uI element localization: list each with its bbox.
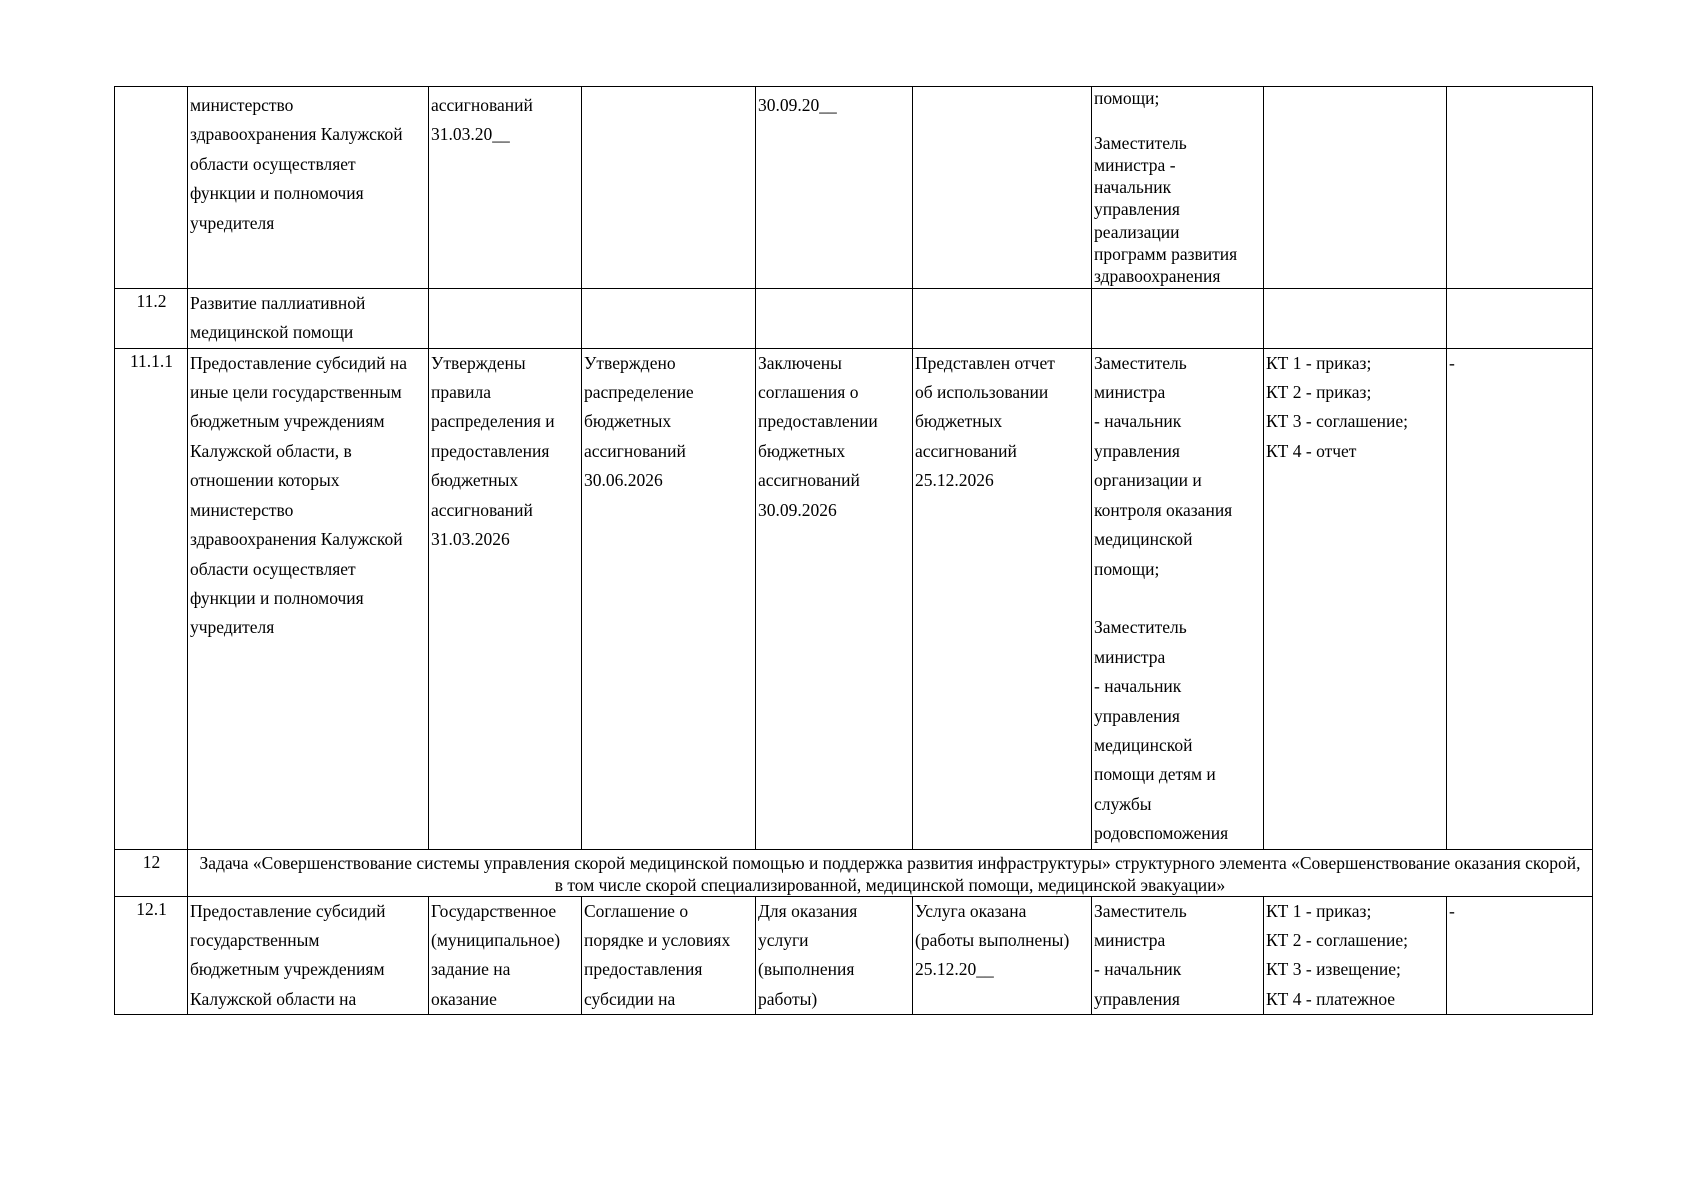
- cell-kt1: ассигнований 31.03.20__: [429, 87, 582, 289]
- cell-num: 11.2: [115, 288, 188, 348]
- cell-empty: [1447, 288, 1593, 348]
- cell-empty: [582, 288, 756, 348]
- cell-kt2: Соглашение о порядке и условиях предоставления субсидии на: [582, 896, 756, 1015]
- cell-kt1: Государственное (муниципальное) задание на оказание: [429, 896, 582, 1015]
- table-row-12-task: [115, 849, 1593, 896]
- cell-responsible: помощи; Заместитель министра - начальник управления реализации программ развития здравоохранения: [1092, 87, 1264, 289]
- table-row-continued: [115, 87, 1593, 289]
- cell-kt3: Для оказания услуги (выполнения работы): [756, 896, 913, 1015]
- cell-kt3: 30.09.20__: [756, 87, 913, 289]
- cell-empty: [429, 288, 582, 348]
- task-heading: Задача «Совершенствование системы управления скорой медицинской помощью и поддержка развития инфраструктуры» структурного элемента «Совершенствование оказания скорой, в том числе скорой специализированной, медицинской помощи, медицинской эвакуации»: [188, 849, 1593, 896]
- table-row-12-1: [115, 896, 1593, 1015]
- cell-num: [115, 87, 188, 289]
- cell-empty: [913, 288, 1092, 348]
- cell-docs: КТ 1 - приказ; КТ 2 - приказ; КТ 3 - соглашение; КТ 4 - отчет: [1264, 348, 1447, 849]
- cell-responsible: Заместитель министра - начальник управления: [1092, 896, 1264, 1015]
- table-row-11-1-1: [115, 348, 1593, 849]
- cell-name: Развитие паллиативной медицинской помощи: [188, 288, 429, 348]
- cell-is: [1447, 87, 1593, 289]
- cell-is: -: [1447, 348, 1593, 849]
- cell-kt4: Услуга оказана (работы выполнены) 25.12.20__: [913, 896, 1092, 1015]
- cell-name: Предоставление субсидий государственным бюджетным учреждениям Калужской области на: [188, 896, 429, 1015]
- cell-empty: [1264, 288, 1447, 348]
- cell-kt3: Заключены соглашения о предоставлении бюджетных ассигнований 30.09.2026: [756, 348, 913, 849]
- cell-empty: [756, 288, 913, 348]
- cell-responsible: Заместитель министра - начальник управления организации и контроля оказания медицинской помощи; Заместитель министра - начальник управления медицинской помощи детям и службы родовспоможения: [1092, 348, 1264, 849]
- cell-num: 12.1: [115, 896, 188, 1015]
- cell-is: -: [1447, 896, 1593, 1015]
- cell-num: 12: [115, 849, 188, 896]
- cell-kt1: Утверждены правила распределения и предоставления бюджетных ассигнований 31.03.2026: [429, 348, 582, 849]
- cell-docs: КТ 1 - приказ; КТ 2 - соглашение; КТ 3 - извещение; КТ 4 - платежное: [1264, 896, 1447, 1015]
- cell-name: министерство здравоохранения Калужской области осуществляет функции и полномочия учредителя: [188, 87, 429, 289]
- cell-empty: [1092, 288, 1264, 348]
- table-row-11-2: [115, 288, 1593, 348]
- control-points-table: [114, 86, 1593, 1015]
- cell-kt2: Утверждено распределение бюджетных ассигнований 30.06.2026: [582, 348, 756, 849]
- cell-kt4: Представлен отчет об использовании бюджетных ассигнований 25.12.2026: [913, 348, 1092, 849]
- cell-kt2: [582, 87, 756, 289]
- cell-num: 11.1.1: [115, 348, 188, 849]
- cell-docs: [1264, 87, 1447, 289]
- cell-name: Предоставление субсидий на иные цели государственным бюджетным учреждениям Калужской области, в отношении которых министерство здравоохранения Калужской области осуществляет функции и полномочия учредителя: [188, 348, 429, 849]
- cell-kt4: [913, 87, 1092, 289]
